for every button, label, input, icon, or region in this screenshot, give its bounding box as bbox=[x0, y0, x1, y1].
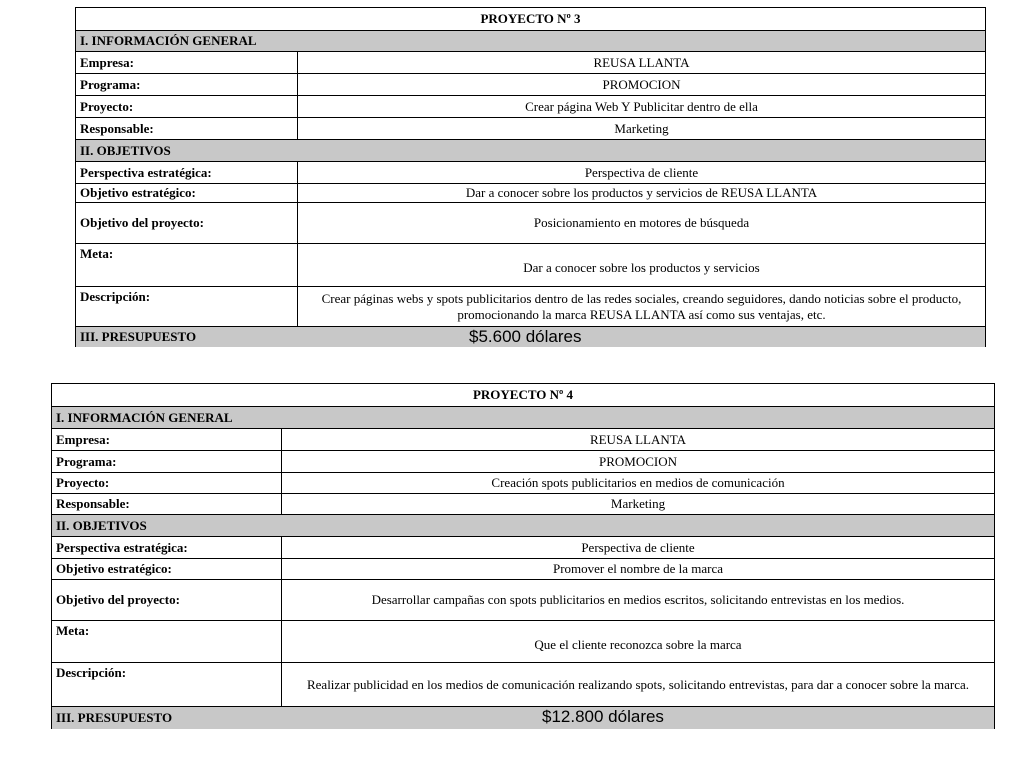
project-4-row-obj-estrategico bbox=[52, 559, 994, 580]
descripcion-label: Descripción: bbox=[76, 287, 298, 326]
meta-value: Dar a conocer sobre los productos y servicios bbox=[523, 260, 760, 275]
programa-value: PROMOCION bbox=[598, 453, 677, 469]
project-3-row-obj-estrategico bbox=[76, 184, 985, 203]
project-4-row-responsable bbox=[52, 494, 994, 515]
project-4-row-presupuesto bbox=[52, 707, 994, 729]
proyecto-label: Proyecto: bbox=[52, 473, 282, 493]
perspectiva-value: Perspectiva de cliente bbox=[584, 164, 699, 180]
proyecto-value: Crear página Web Y Publicitar dentro de ella bbox=[525, 98, 758, 114]
obj-proyecto-value: Desarrollar campañas con spots publicitarios en medios escritos, solicitando entrevistas en los medios. bbox=[371, 592, 905, 607]
project-3-row-responsable bbox=[76, 118, 985, 140]
project-3-row-meta bbox=[76, 244, 985, 287]
proyecto-label: Proyecto: bbox=[76, 96, 298, 117]
obj-estrategico-label: Objetivo estratégico: bbox=[76, 184, 298, 202]
presupuesto-value: $5.600 dólares bbox=[469, 327, 582, 346]
descripcion-value: Crear páginas webs y spots publicitarios dentro de las redes sociales, creando seguidores, dando noticias sobre el producto, promocionando la marca REUSA LLANTA así como sus ventajas, etc. bbox=[321, 290, 962, 322]
project-3-row-descripcion bbox=[76, 287, 985, 327]
project-4-row-programa bbox=[52, 451, 994, 473]
project-3-row-perspectiva bbox=[76, 162, 985, 184]
perspectiva-label: Perspectiva estratégica: bbox=[76, 162, 298, 183]
empresa-label: Empresa: bbox=[52, 429, 282, 450]
programa-label: Programa: bbox=[52, 451, 282, 472]
project-4-row-proyecto bbox=[52, 473, 994, 494]
obj-proyecto-value: Posicionamiento en motores de búsqueda bbox=[533, 215, 750, 230]
obj-estrategico-value: Dar a conocer sobre los productos y servicios de REUSA LLANTA bbox=[465, 185, 818, 200]
empresa-value: REUSA LLANTA bbox=[593, 54, 690, 70]
empresa-value: REUSA LLANTA bbox=[589, 431, 687, 447]
proyecto-value: Creación spots publicitarios en medios de comunicación bbox=[491, 475, 785, 490]
project-3-row-empresa bbox=[76, 52, 985, 74]
obj-proyecto-label: Objetivo del proyecto: bbox=[52, 580, 282, 620]
project-4-row-obj-proyecto bbox=[52, 580, 994, 621]
descripcion-label: Descripción: bbox=[52, 663, 282, 706]
project-3-title: PROYECTO Nº 3 bbox=[76, 8, 985, 31]
project-4-table bbox=[51, 383, 995, 729]
responsable-value: Marketing bbox=[610, 496, 666, 511]
descripcion-value: Realizar publicidad en los medios de comunicación realizando spots, solicitando entrevistas, para dar a conocer sobre la marca. bbox=[306, 676, 970, 692]
responsable-value: Marketing bbox=[614, 120, 669, 136]
project-4-title: PROYECTO Nº 4 bbox=[52, 384, 994, 407]
project-4-row-descripcion bbox=[52, 663, 994, 707]
project-3-row-proyecto bbox=[76, 96, 985, 118]
obj-estrategico-label: Objetivo estratégico: bbox=[52, 559, 282, 579]
responsable-label: Responsable: bbox=[76, 118, 298, 139]
project-3-row-obj-proyecto bbox=[76, 203, 985, 244]
perspectiva-value: Perspectiva de cliente bbox=[581, 539, 695, 555]
programa-value: PROMOCION bbox=[602, 76, 681, 92]
project-3-row-presupuesto bbox=[76, 327, 985, 347]
project-4-section-general: I. INFORMACIÓN GENERAL bbox=[52, 407, 994, 429]
project-4-row-empresa bbox=[52, 429, 994, 451]
project-3-table bbox=[75, 7, 986, 347]
responsable-label: Responsable: bbox=[52, 494, 282, 514]
programa-label: Programa: bbox=[76, 74, 298, 95]
project-4-row-meta bbox=[52, 621, 994, 663]
obj-estrategico-value: Promover el nombre de la marca bbox=[552, 561, 723, 576]
project-3-row-programa bbox=[76, 74, 985, 96]
project-4-section-objetivos: II. OBJETIVOS bbox=[52, 515, 994, 537]
project-3-section-general: I. INFORMACIÓN GENERAL bbox=[76, 31, 985, 52]
obj-proyecto-label: Objetivo del proyecto: bbox=[76, 203, 298, 243]
project-3-section-objetivos: II. OBJETIVOS bbox=[76, 140, 985, 162]
perspectiva-label: Perspectiva estratégica: bbox=[52, 537, 282, 558]
presupuesto-value: $12.800 dólares bbox=[542, 707, 664, 726]
project-4-row-perspectiva bbox=[52, 537, 994, 559]
presupuesto-label: III. PRESUPUESTO bbox=[80, 329, 197, 344]
empresa-label: Empresa: bbox=[76, 52, 298, 73]
meta-label: Meta: bbox=[52, 621, 282, 662]
presupuesto-label: III. PRESUPUESTO bbox=[56, 710, 173, 725]
meta-label: Meta: bbox=[76, 244, 298, 286]
meta-value: Que el cliente reconozca sobre la marca bbox=[534, 636, 742, 652]
